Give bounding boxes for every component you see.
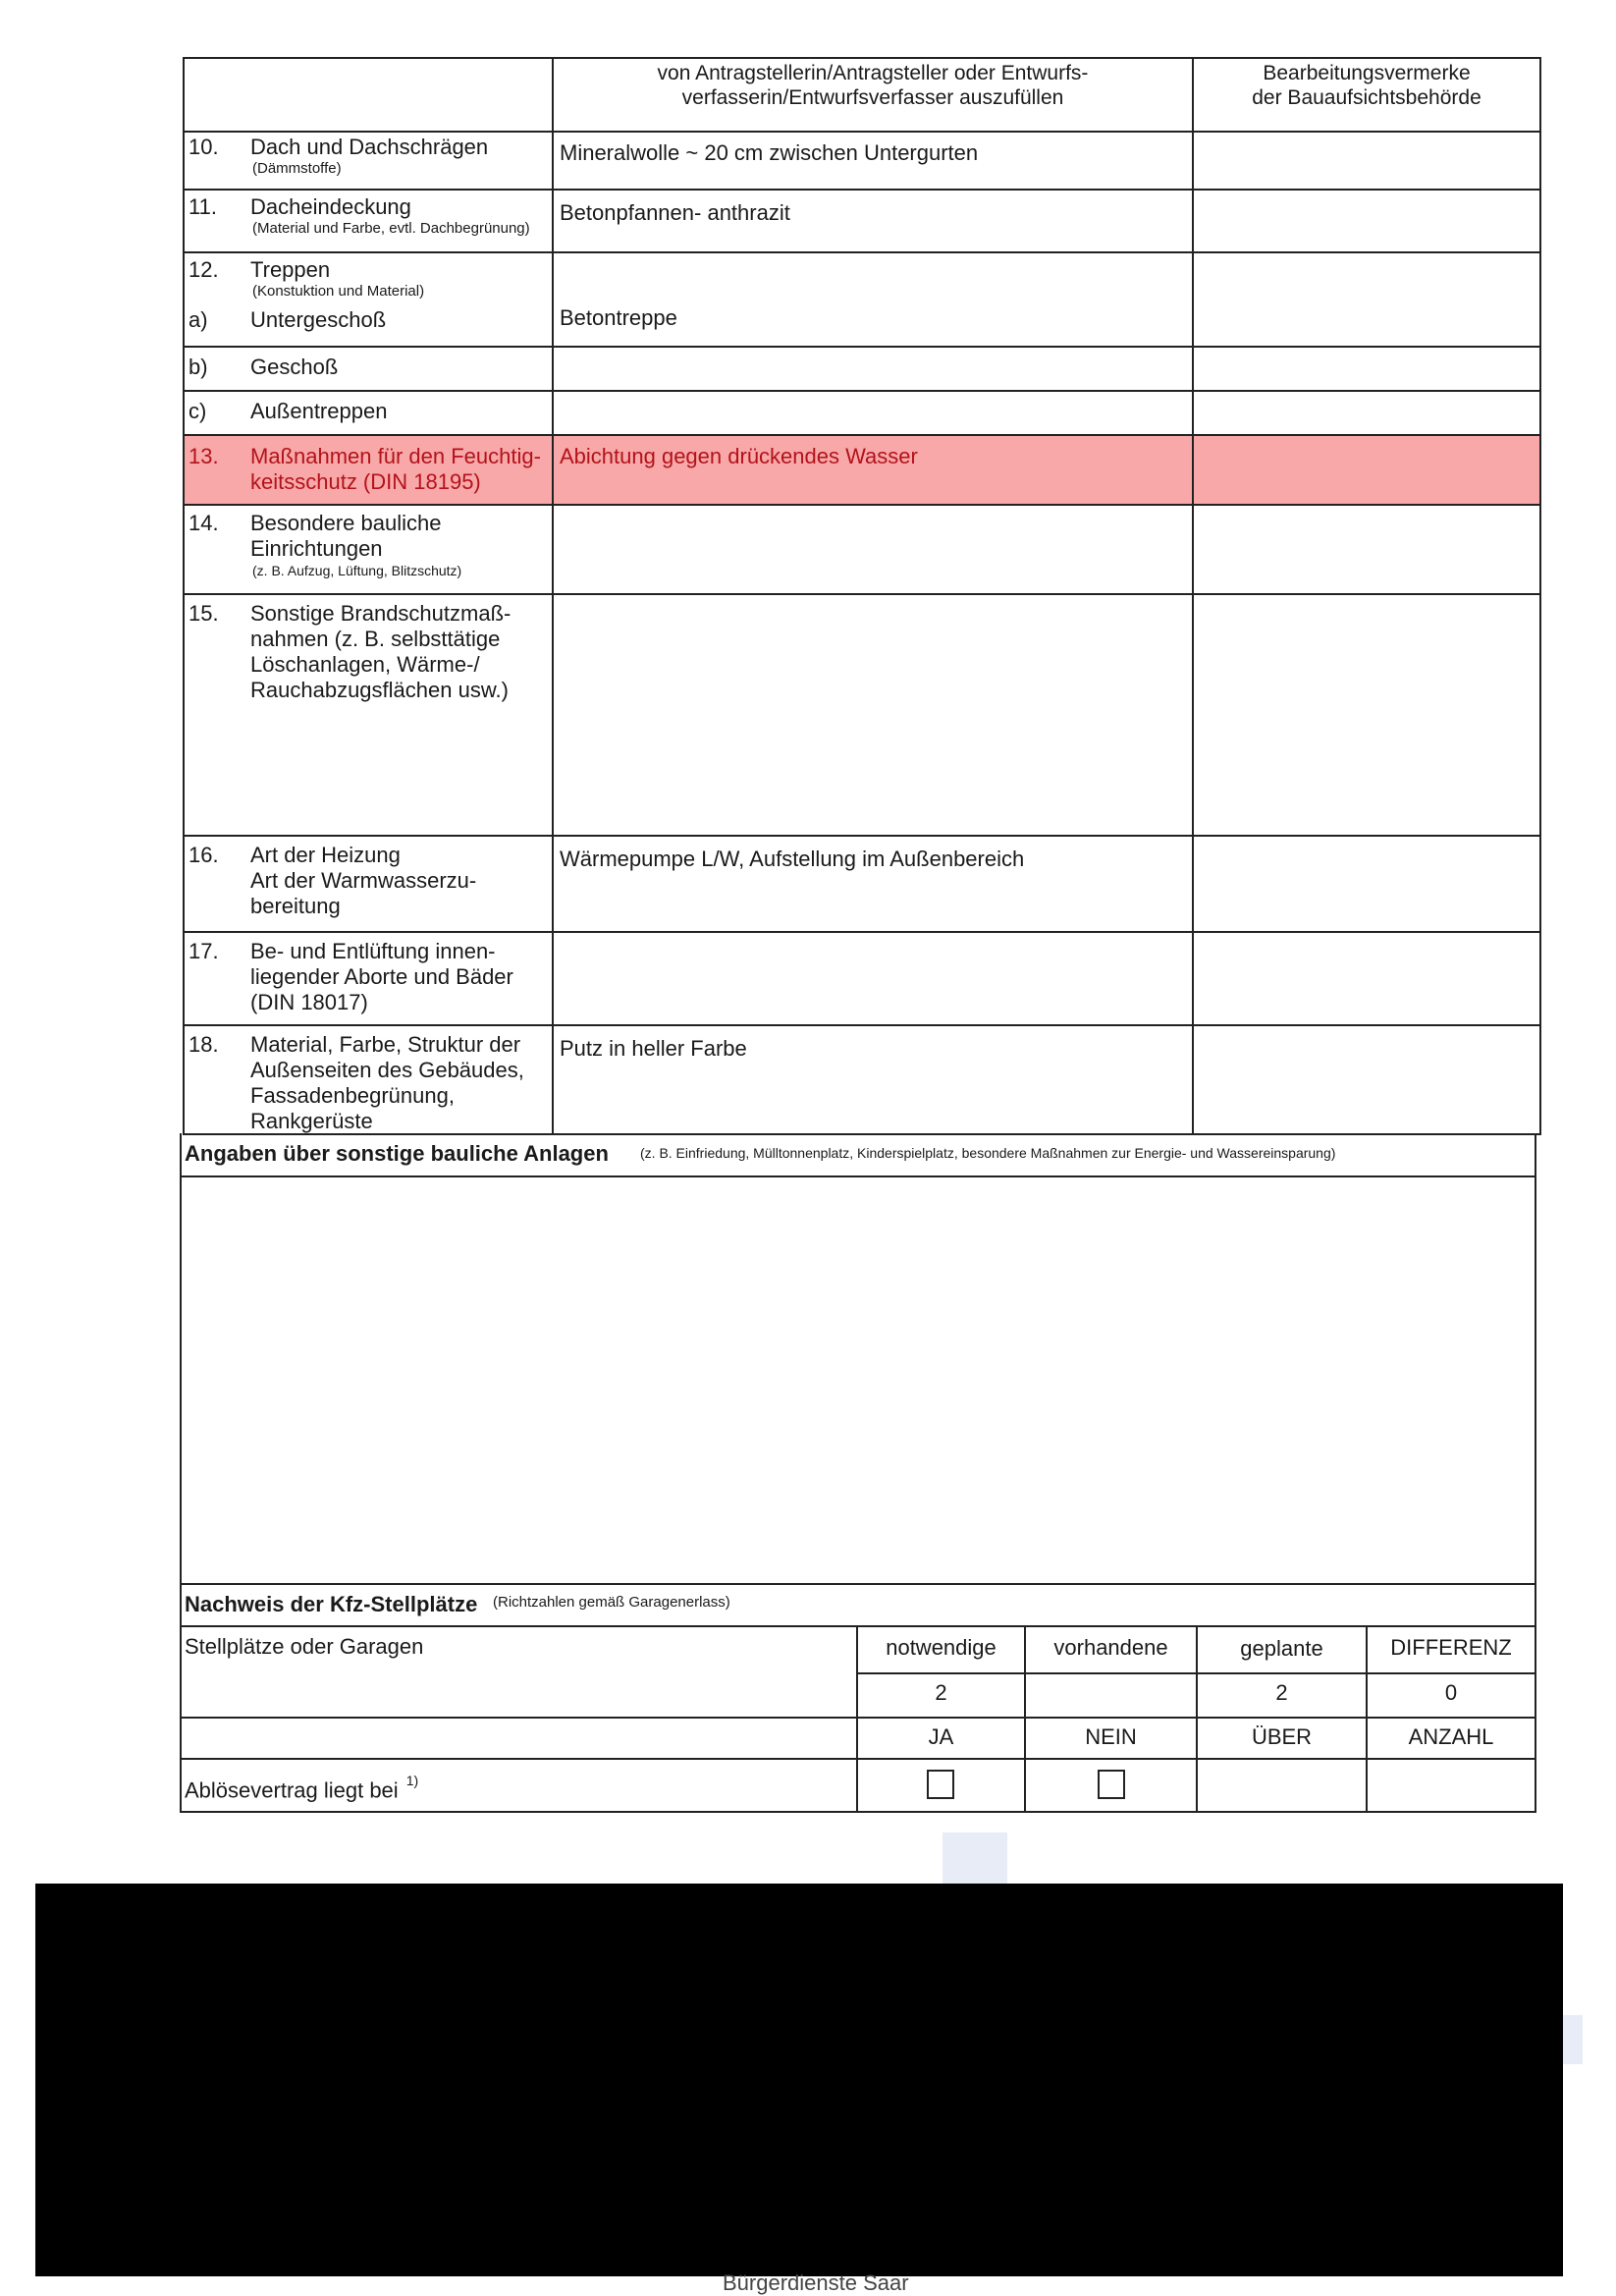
row-value-field[interactable]: Betonpfannen- anthrazit: [560, 200, 790, 225]
row-value-field[interactable]: Abichtung gegen drückendes Wasser: [560, 444, 918, 468]
abloese-label: [185, 1772, 418, 1803]
column-header-geplante: geplante: [1240, 1636, 1323, 1661]
row-label: Geschoß: [250, 355, 339, 379]
sonstige-textarea[interactable]: [187, 1184, 1532, 1577]
anzahl-field[interactable]: [1368, 1760, 1535, 1811]
row-value-field[interactable]: Betontreppe: [560, 305, 677, 330]
row-label: Treppen: [250, 257, 331, 282]
row-label: Material, Farbe, Struktur der Außenseiten des Gebäudes, Fassadenbegrünung, Rankgerüste: [250, 1032, 524, 1133]
column-header-vorhandene: vorhandene: [1053, 1635, 1168, 1660]
row-number: 14.: [189, 511, 219, 535]
row-sublabel: (Material und Farbe, evtl. Dachbegrünung): [252, 220, 530, 237]
section-title-sonstige: Angaben über sonstige bauliche Anlagen: [185, 1141, 609, 1166]
row-label: Besondere bauliche Einrichtungen: [250, 511, 442, 561]
row-number: 12.: [189, 257, 219, 282]
ueber-field[interactable]: [1198, 1760, 1366, 1811]
value-geplante[interactable]: 2: [1275, 1680, 1288, 1705]
stellplaetze-label: Stellplätze oder Garagen: [185, 1634, 424, 1659]
column-header-differenz: DIFFERENZ: [1390, 1635, 1512, 1660]
row-number: a): [189, 307, 208, 332]
authority-column-header: Bearbeitungsvermerke der Bauaufsichtsbehörde: [1252, 62, 1481, 109]
column-header-ja: JA: [928, 1724, 954, 1749]
footer-text: Bürgerdienste Saar: [723, 2270, 909, 2295]
row-number: 17.: [189, 939, 219, 963]
row-sublabel: (Dämmstoffe): [252, 160, 342, 177]
scan-artifact: [943, 1832, 1007, 1887]
row-number: 13.: [189, 444, 219, 468]
row-value-field[interactable]: Putz in heller Farbe: [560, 1036, 747, 1061]
checkbox-ja[interactable]: [927, 1770, 954, 1799]
value-notwendige[interactable]: 2: [935, 1680, 947, 1705]
row-number: 10.: [189, 135, 219, 159]
row-number: 18.: [189, 1032, 219, 1057]
footnote-marker: 1): [405, 1773, 419, 1788]
redaction-block: [35, 1884, 1563, 2276]
column-header-ueber: ÜBER: [1251, 1724, 1313, 1749]
abloese-label-text: Ablösevertrag liegt bei: [185, 1777, 399, 1803]
row-number: 15.: [189, 601, 219, 626]
row-value-field[interactable]: Mineralwolle ~ 20 cm zwischen Untergurten: [560, 140, 979, 165]
row-sublabel: (z. B. Aufzug, Lüftung, Blitzschutz): [252, 563, 462, 578]
column-header-notwendige: notwendige: [886, 1635, 997, 1660]
section-note-sonstige: (z. B. Einfriedung, Mülltonnenplatz, Kinderspielplatz, besondere Maßnahmen zur Energie- und Wassereinsparung): [640, 1145, 1336, 1161]
section-note-kfz: (Richtzahlen gemäß Garagenerlass): [493, 1594, 730, 1611]
section-title-kfz: Nachweis der Kfz-Stellplätze: [185, 1592, 478, 1616]
checkbox-nein[interactable]: [1098, 1770, 1125, 1799]
row-label: Untergeschoß: [250, 307, 387, 332]
row-label: Be- und Entlüftung innen- liegender Aborte und Bäder (DIN 18017): [250, 939, 513, 1014]
row-label: Dacheindeckung: [250, 194, 411, 219]
row-label: Maßnahmen für den Feuchtig- keitsschutz (DIN 18195): [250, 444, 541, 494]
row-number: c): [189, 399, 207, 423]
value-differenz[interactable]: 0: [1444, 1680, 1458, 1705]
row-label: Sonstige Brandschutzmaß- nahmen (z. B. selbsttätige Löschanlagen, Wärme-/ Rauchabzugsflächen usw.): [250, 601, 512, 702]
row-number: 16.: [189, 843, 219, 867]
row-sublabel: (Konstuktion und Material): [252, 283, 425, 300]
row-label: Dach und Dachschrägen: [250, 135, 489, 159]
column-header-anzahl: ANZAHL: [1408, 1724, 1494, 1749]
row-number: 11.: [189, 194, 217, 219]
column-header-nein: NEIN: [1085, 1724, 1137, 1749]
row-label: Art der Heizung Art der Warmwasserzu- bereitung: [250, 843, 477, 918]
row-value-field[interactable]: Wärmepumpe L/W, Aufstellung im Außenbereich: [560, 847, 1025, 871]
row-number: b): [189, 355, 208, 379]
row-label: Außentreppen: [250, 399, 388, 423]
applicant-column-header: von Antragstellerin/Antragsteller oder Entwurfs- verfasserin/Entwurfsverfasser auszufüllen: [657, 62, 1089, 109]
